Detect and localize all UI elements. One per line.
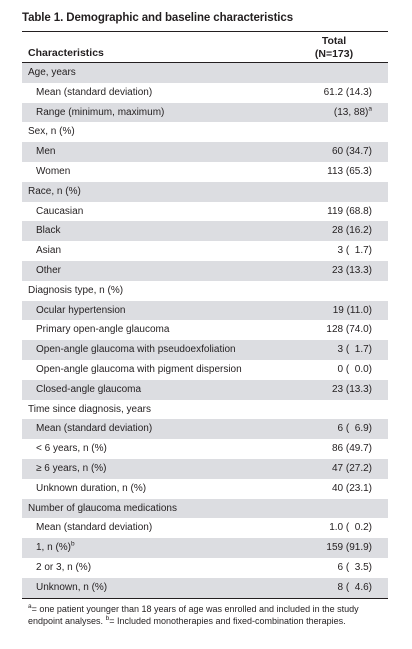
- section-row: [22, 281, 388, 301]
- row-label: [36, 221, 60, 241]
- section-row: [22, 63, 388, 83]
- table-row: [22, 360, 388, 380]
- row-label: [36, 142, 55, 162]
- row-label: [36, 518, 152, 538]
- footnote-marker: b: [71, 540, 75, 548]
- table-row: [22, 142, 388, 162]
- section-label: [28, 281, 123, 301]
- row-value: [292, 380, 372, 400]
- table-row: [22, 340, 388, 360]
- row-value-text: 19 (11.0): [332, 304, 372, 316]
- table-title: Table 1. Demographic and baseline characteristics: [22, 12, 293, 24]
- row-value: [292, 360, 372, 380]
- row-label-text: Open-angle glaucoma with pigment dispersion: [36, 363, 242, 375]
- table-row: [22, 320, 388, 340]
- row-label-text: Diagnosis type, n (%): [28, 284, 124, 296]
- table-row: [22, 439, 388, 459]
- table-row: [22, 221, 388, 241]
- row-value: [292, 202, 372, 222]
- table-row: [22, 558, 388, 578]
- table-row: [22, 578, 388, 598]
- row-label-text: Unknown duration, n (%): [36, 482, 147, 494]
- row-value: [292, 221, 372, 241]
- row-value: [292, 538, 372, 558]
- row-label: [36, 419, 152, 439]
- row-label-text: Closed-angle glaucoma: [36, 383, 142, 395]
- row-label: [36, 340, 236, 360]
- row-value-text: 119 (68.8): [327, 205, 372, 217]
- row-value: [292, 241, 372, 261]
- column-header-total-label: Total: [321, 35, 347, 47]
- row-value-text: 8 ( 4.6): [337, 581, 372, 593]
- row-label-text: Mean (standard deviation): [36, 423, 153, 435]
- row-label-text: Number of glaucoma medications: [28, 502, 177, 514]
- row-value: [292, 558, 372, 578]
- table-row: [22, 202, 388, 222]
- row-label: [36, 162, 70, 182]
- column-header-characteristics: Characteristics: [28, 47, 104, 59]
- section-row: [22, 182, 388, 202]
- row-value-text: 3 ( 1.7): [337, 344, 372, 356]
- row-label: [36, 459, 107, 479]
- table-row: [22, 380, 388, 400]
- row-label-text: ≥ 6 years, n (%): [36, 462, 107, 474]
- row-label-text: Time since diagnosis, years: [28, 403, 152, 415]
- row-value-text: 113 (65.3): [327, 165, 372, 177]
- row-label-text: Range (minimum, maximum): [36, 106, 165, 118]
- footnote-b-mark: b: [105, 614, 110, 622]
- row-label: [36, 103, 164, 123]
- row-value: [292, 320, 372, 340]
- row-label-text: Age, years: [28, 67, 76, 78]
- row-label-text: Men: [36, 146, 56, 158]
- row-value: [292, 261, 372, 281]
- row-label: [36, 578, 107, 598]
- row-label: [36, 439, 107, 459]
- row-label: [36, 320, 169, 340]
- table-container: [22, 10, 388, 627]
- row-label-text: Sex, n (%): [28, 126, 75, 138]
- row-value-text: 3 ( 1.7): [337, 245, 372, 257]
- table-row: [22, 518, 388, 538]
- row-label: [36, 479, 146, 499]
- section-label: [28, 400, 151, 420]
- row-value-text: 60 (34.7): [331, 146, 372, 158]
- row-value-text: 128 (74.0): [326, 324, 372, 336]
- table-row: [22, 261, 388, 281]
- row-label-text: Mean (standard deviation): [36, 522, 153, 534]
- table-row: [22, 538, 388, 558]
- section-row: [22, 122, 388, 142]
- table-header: [22, 32, 388, 62]
- table-body: [22, 63, 388, 598]
- row-label-text: Mean (standard deviation): [36, 86, 153, 98]
- section-label: [28, 182, 81, 202]
- row-label: [36, 538, 75, 558]
- row-label: [36, 558, 91, 578]
- row-label-text: Other: [36, 264, 62, 276]
- section-label: [28, 499, 177, 519]
- row-label: [36, 261, 61, 281]
- row-value: [292, 83, 372, 103]
- column-header-total: [294, 35, 374, 61]
- table-row: [22, 241, 388, 261]
- row-value-text: 1.0 ( 0.2): [329, 522, 372, 534]
- row-value-text: 0 ( 0.0): [337, 363, 372, 375]
- footnote-a-text: = one patient younger than 18 years of age was enrolled and included in the study endpoint analyses.: [28, 603, 359, 626]
- row-label: [36, 360, 242, 380]
- row-value-text: 23 (13.3): [331, 264, 372, 276]
- row-value-text: 86 (49.7): [331, 443, 372, 455]
- table-row: [22, 103, 388, 123]
- row-value: [292, 578, 372, 598]
- row-label-text: Primary open-angle glaucoma: [36, 324, 170, 336]
- row-label-text: Race, n (%): [28, 185, 81, 197]
- row-label-text: Unknown, n (%): [36, 581, 108, 593]
- row-value: [292, 518, 372, 538]
- section-row: [22, 499, 388, 519]
- footnote-b-text: = Included monotherapies and fixed-combination therapies.: [109, 615, 346, 626]
- table-row: [22, 301, 388, 321]
- row-label-text: < 6 years, n (%): [36, 443, 107, 455]
- row-value-text: 61.2 (14.3): [323, 86, 372, 98]
- row-value-text: 159 (91.9): [326, 542, 372, 554]
- section-row: [22, 400, 388, 420]
- table-footnote: [22, 599, 388, 627]
- row-value-text: 6 ( 3.5): [337, 561, 372, 573]
- table-row: [22, 162, 388, 182]
- row-value-text: 28 (16.2): [331, 225, 372, 237]
- row-label-text: Caucasian: [36, 205, 84, 217]
- row-label: [36, 301, 126, 321]
- row-value: [292, 479, 372, 499]
- row-value: [292, 419, 372, 439]
- row-label-text: Ocular hypertension: [36, 304, 126, 316]
- row-value: [292, 459, 372, 479]
- footnote-a-mark: a: [28, 602, 32, 610]
- section-label: [28, 63, 76, 83]
- table-row: [22, 459, 388, 479]
- row-label-text: 2 or 3, n (%): [36, 561, 92, 573]
- row-label: [36, 83, 152, 103]
- row-label-text: Open-angle glaucoma with pseudoexfoliation: [36, 344, 236, 356]
- row-value: [292, 301, 372, 321]
- row-label: [36, 202, 83, 222]
- footnote-marker: a: [368, 105, 372, 113]
- table-row: [22, 83, 388, 103]
- row-label-text: Asian: [36, 245, 62, 257]
- row-value-text: (13, 88): [333, 106, 369, 118]
- column-header-total-n: (N=173): [314, 48, 354, 60]
- row-value: [292, 103, 372, 123]
- row-value-text: 47 (27.2): [331, 462, 372, 474]
- row-value-text: 6 ( 6.9): [337, 423, 372, 435]
- row-value: [292, 142, 372, 162]
- section-label: [28, 122, 75, 142]
- row-label-text: Women: [36, 165, 71, 177]
- row-label: [36, 241, 61, 261]
- row-value-text: 40 (23.1): [331, 482, 372, 494]
- table-row: [22, 479, 388, 499]
- row-value: [292, 162, 372, 182]
- table-row: [22, 419, 388, 439]
- row-value-text: 23 (13.3): [331, 383, 372, 395]
- row-label-text: Black: [36, 225, 61, 237]
- row-value: [292, 439, 372, 459]
- row-label: [36, 380, 141, 400]
- row-label-text: 1, n (%): [36, 542, 72, 554]
- row-value: [292, 340, 372, 360]
